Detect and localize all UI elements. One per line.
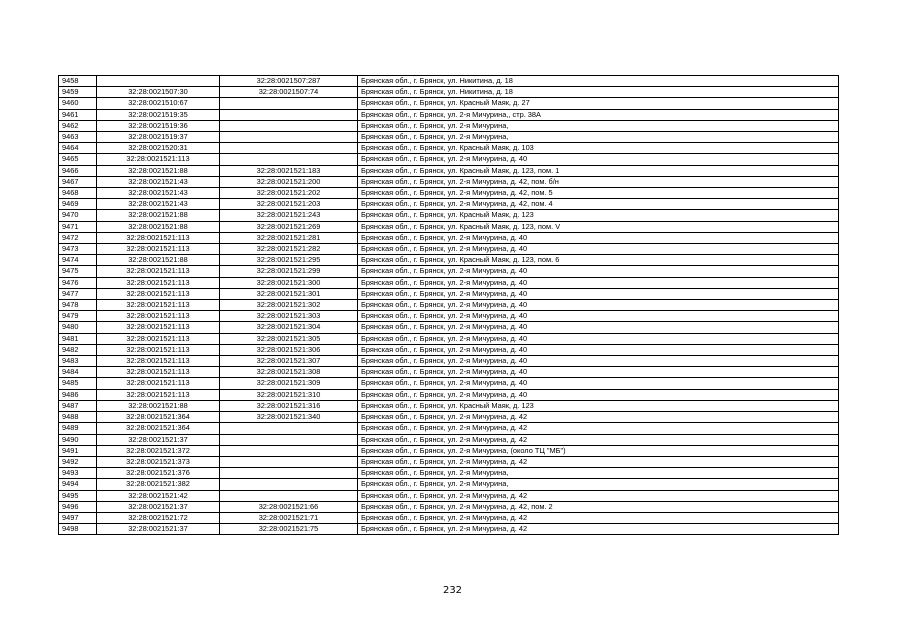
parcel-number-cell: 32:28:0021521:88	[97, 221, 220, 232]
table-row	[59, 412, 839, 423]
row-number-cell: 9498	[59, 524, 97, 535]
object-number-cell	[220, 109, 358, 120]
table-row	[59, 266, 839, 277]
address-cell: Брянская обл., г. Брянск, ул. 2-я Мичурина, д. 40	[358, 277, 839, 288]
row-number-cell: 9494	[59, 479, 97, 490]
parcel-number-cell: 32:28:0021521:382	[97, 479, 220, 490]
row-number-cell: 9470	[59, 210, 97, 221]
row-number-cell: 9463	[59, 132, 97, 143]
address-cell: Брянская обл., г. Брянск, ул. 2-я Мичурина, д. 40	[358, 154, 839, 165]
table-row	[59, 76, 839, 87]
parcel-number-cell: 32:28:0021521:37	[97, 501, 220, 512]
table-row	[59, 468, 839, 479]
parcel-number-cell: 32:28:0021521:113	[97, 322, 220, 333]
row-number-cell: 9469	[59, 199, 97, 210]
row-number-cell: 9481	[59, 333, 97, 344]
object-number-cell	[220, 490, 358, 501]
row-number-cell: 9458	[59, 76, 97, 87]
row-number-cell: 9478	[59, 300, 97, 311]
parcel-number-cell: 32:28:0021521:113	[97, 244, 220, 255]
parcel-number-cell: 32:28:0021521:43	[97, 199, 220, 210]
address-cell: Брянская обл., г. Брянск, ул. Красный Маяк, д. 27	[358, 98, 839, 109]
parcel-number-cell: 32:28:0021521:376	[97, 468, 220, 479]
object-number-cell	[220, 479, 358, 490]
object-number-cell: 32:28:0021521:299	[220, 266, 358, 277]
address-cell: Брянская обл., г. Брянск, ул. 2-я Мичурина, д. 40	[358, 244, 839, 255]
row-number-cell: 9495	[59, 490, 97, 501]
row-number-cell: 9473	[59, 244, 97, 255]
row-number-cell: 9492	[59, 456, 97, 467]
object-number-cell: 32:28:0021521:310	[220, 389, 358, 400]
parcel-number-cell: 32:28:0021521:88	[97, 210, 220, 221]
table-row	[59, 143, 839, 154]
parcel-number-cell: 32:28:0021521:88	[97, 165, 220, 176]
table-row	[59, 445, 839, 456]
object-number-cell: 32:28:0021507:287	[220, 76, 358, 87]
row-number-cell: 9483	[59, 356, 97, 367]
parcel-number-cell: 32:28:0021521:373	[97, 456, 220, 467]
object-number-cell: 32:28:0021521:75	[220, 524, 358, 535]
table-row	[59, 389, 839, 400]
parcel-number-cell: 32:28:0021521:113	[97, 333, 220, 344]
object-number-cell	[220, 143, 358, 154]
object-number-cell: 32:28:0021521:305	[220, 333, 358, 344]
parcel-number-cell	[97, 76, 220, 87]
parcel-number-cell: 32:28:0021510:67	[97, 98, 220, 109]
address-cell: Брянская обл., г. Брянск, ул. 2-я Мичурина, д. 40	[358, 311, 839, 322]
row-number-cell: 9496	[59, 501, 97, 512]
address-cell: Брянская обл., г. Брянск, ул. 2-я Мичурина, д. 40	[358, 266, 839, 277]
object-number-cell: 32:28:0021521:306	[220, 344, 358, 355]
address-cell: Брянская обл., г. Брянск, ул. 2-я Мичурина,	[358, 120, 839, 131]
object-number-cell: 32:28:0021521:183	[220, 165, 358, 176]
address-cell: Брянская обл., г. Брянск, ул. 2-я Мичурина, д. 40	[358, 367, 839, 378]
row-number-cell: 9485	[59, 378, 97, 389]
address-cell: Брянская обл., г. Брянск, ул. 2-я Мичурина, д. 42	[358, 490, 839, 501]
parcel-number-cell: 32:28:0021521:372	[97, 445, 220, 456]
row-number-cell: 9493	[59, 468, 97, 479]
table-row	[59, 524, 839, 535]
object-number-cell	[220, 98, 358, 109]
address-cell: Брянская обл., г. Брянск, ул. 2-я Мичурина, д. 40	[358, 288, 839, 299]
object-number-cell: 32:28:0021521:308	[220, 367, 358, 378]
row-number-cell: 9486	[59, 389, 97, 400]
address-cell: Брянская обл., г. Брянск, ул. Красный Маяк, д. 123, пом. 1	[358, 165, 839, 176]
parcel-number-cell: 32:28:0021521:37	[97, 434, 220, 445]
object-number-cell: 32:28:0021521:300	[220, 277, 358, 288]
table-row	[59, 132, 839, 143]
row-number-cell: 9475	[59, 266, 97, 277]
table-row	[59, 512, 839, 523]
address-cell: Брянская обл., г. Брянск, ул. 2-я Мичурина,	[358, 132, 839, 143]
table-row	[59, 378, 839, 389]
object-number-cell: 32:28:0021521:243	[220, 210, 358, 221]
table-row	[59, 456, 839, 467]
address-cell: Брянская обл., г. Брянск, ул. 2-я Мичурина, д. 40	[358, 378, 839, 389]
address-cell: Брянская обл., г. Брянск, ул. 2-я Мичурина, д. 42, пом. б/н	[358, 176, 839, 187]
table-row	[59, 244, 839, 255]
address-cell: Брянская обл., г. Брянск, ул. Красный Маяк, д. 103	[358, 143, 839, 154]
parcel-number-cell: 32:28:0021521:72	[97, 512, 220, 523]
address-cell: Брянская обл., г. Брянск, ул. 2-я Мичурина, д. 42, пом. 5	[358, 188, 839, 199]
object-number-cell: 32:28:0021521:304	[220, 322, 358, 333]
object-number-cell: 32:28:0021521:66	[220, 501, 358, 512]
row-number-cell: 9490	[59, 434, 97, 445]
registry-table	[58, 75, 839, 535]
table-row	[59, 288, 839, 299]
object-number-cell	[220, 456, 358, 467]
parcel-number-cell: 32:28:0021521:364	[97, 412, 220, 423]
table-row	[59, 232, 839, 243]
row-number-cell: 9477	[59, 288, 97, 299]
table-row	[59, 300, 839, 311]
object-number-cell: 32:28:0021521:282	[220, 244, 358, 255]
address-cell: Брянская обл., г. Брянск, ул. 2-я Мичурина, д. 42	[358, 524, 839, 535]
table-row	[59, 356, 839, 367]
row-number-cell: 9459	[59, 87, 97, 98]
parcel-number-cell: 32:28:0021521:113	[97, 356, 220, 367]
table-row	[59, 344, 839, 355]
row-number-cell: 9461	[59, 109, 97, 120]
parcel-number-cell: 32:28:0021519:37	[97, 132, 220, 143]
address-cell: Брянская обл., г. Брянск, ул. 2-я Мичурина, д. 40	[358, 232, 839, 243]
object-number-cell: 32:28:0021521:281	[220, 232, 358, 243]
registry-table-body	[59, 76, 839, 535]
object-number-cell: 32:28:0021521:309	[220, 378, 358, 389]
address-cell: Брянская обл., г. Брянск, ул. 2-я Мичурина, д. 42	[358, 434, 839, 445]
registry-table-container	[58, 75, 838, 535]
table-row	[59, 87, 839, 98]
row-number-cell: 9484	[59, 367, 97, 378]
table-row	[59, 434, 839, 445]
parcel-number-cell: 32:28:0021521:88	[97, 255, 220, 266]
parcel-number-cell: 32:28:0021521:113	[97, 378, 220, 389]
address-cell: Брянская обл., г. Брянск, ул. 2-я Мичурина, д. 40	[358, 344, 839, 355]
address-cell: Брянская обл., г. Брянск, ул. 2-я Мичурина, (около ТЦ "МБ")	[358, 445, 839, 456]
table-row	[59, 109, 839, 120]
object-number-cell: 32:28:0021521:269	[220, 221, 358, 232]
parcel-number-cell: 32:28:0021519:36	[97, 120, 220, 131]
table-row	[59, 311, 839, 322]
row-number-cell: 9466	[59, 165, 97, 176]
table-row	[59, 165, 839, 176]
row-number-cell: 9468	[59, 188, 97, 199]
address-cell: Брянская обл., г. Брянск, ул. 2-я Мичурина,	[358, 468, 839, 479]
parcel-number-cell: 32:28:0021521:113	[97, 311, 220, 322]
row-number-cell: 9460	[59, 98, 97, 109]
object-number-cell: 32:28:0021521:303	[220, 311, 358, 322]
object-number-cell: 32:28:0021521:301	[220, 288, 358, 299]
object-number-cell	[220, 423, 358, 434]
object-number-cell: 32:28:0021521:295	[220, 255, 358, 266]
parcel-number-cell: 32:28:0021521:113	[97, 232, 220, 243]
parcel-number-cell: 32:28:0021521:113	[97, 288, 220, 299]
row-number-cell: 9487	[59, 400, 97, 411]
row-number-cell: 9482	[59, 344, 97, 355]
address-cell: Брянская обл., г. Брянск, ул. 2-я Мичурина, д. 40	[358, 389, 839, 400]
parcel-number-cell: 32:28:0021521:37	[97, 524, 220, 535]
address-cell: Брянская обл., г. Брянск, ул. Красный Маяк, д. 123	[358, 400, 839, 411]
address-cell: Брянская обл., г. Брянск, ул. 2-я Мичурина, д. 42, пом. 4	[358, 199, 839, 210]
table-row	[59, 479, 839, 490]
row-number-cell: 9474	[59, 255, 97, 266]
row-number-cell: 9476	[59, 277, 97, 288]
parcel-number-cell: 32:28:0021520:31	[97, 143, 220, 154]
table-row	[59, 367, 839, 378]
parcel-number-cell: 32:28:0021521:113	[97, 154, 220, 165]
row-number-cell: 9462	[59, 120, 97, 131]
address-cell: Брянская обл., г. Брянск, ул. 2-я Мичурина, д. 40	[358, 356, 839, 367]
address-cell: Брянская обл., г. Брянск, ул. 2-я Мичурина, д. 40	[358, 322, 839, 333]
parcel-number-cell: 32:28:0021521:113	[97, 389, 220, 400]
table-row	[59, 210, 839, 221]
table-row	[59, 120, 839, 131]
table-row	[59, 176, 839, 187]
object-number-cell: 32:28:0021521:307	[220, 356, 358, 367]
address-cell: Брянская обл., г. Брянск, ул. Никитина, д. 18	[358, 87, 839, 98]
parcel-number-cell: 32:28:0021519:35	[97, 109, 220, 120]
address-cell: Брянская обл., г. Брянск, ул. Красный Маяк, д. 123	[358, 210, 839, 221]
row-number-cell: 9488	[59, 412, 97, 423]
table-row	[59, 255, 839, 266]
table-row	[59, 501, 839, 512]
object-number-cell	[220, 445, 358, 456]
object-number-cell: 32:28:0021521:71	[220, 512, 358, 523]
object-number-cell: 32:28:0021521:203	[220, 199, 358, 210]
parcel-number-cell: 32:28:0021521:113	[97, 277, 220, 288]
object-number-cell	[220, 468, 358, 479]
parcel-number-cell: 32:28:0021521:42	[97, 490, 220, 501]
table-row	[59, 490, 839, 501]
table-row	[59, 423, 839, 434]
row-number-cell: 9465	[59, 154, 97, 165]
object-number-cell: 32:28:0021507:74	[220, 87, 358, 98]
object-number-cell	[220, 120, 358, 131]
row-number-cell: 9464	[59, 143, 97, 154]
object-number-cell: 32:28:0021521:302	[220, 300, 358, 311]
address-cell: Брянская обл., г. Брянск, ул. 2-я Мичурина, д. 42	[358, 512, 839, 523]
object-number-cell: 32:28:0021521:200	[220, 176, 358, 187]
address-cell: Брянская обл., г. Брянск, ул. 2-я Мичурина,	[358, 479, 839, 490]
parcel-number-cell: 32:28:0021521:113	[97, 266, 220, 277]
table-row	[59, 333, 839, 344]
object-number-cell: 32:28:0021521:316	[220, 400, 358, 411]
address-cell: Брянская обл., г. Брянск, ул. 2-я Мичурина, д. 42	[358, 456, 839, 467]
parcel-number-cell: 32:28:0021521:43	[97, 176, 220, 187]
row-number-cell: 9491	[59, 445, 97, 456]
parcel-number-cell: 32:28:0021521:88	[97, 400, 220, 411]
row-number-cell: 9497	[59, 512, 97, 523]
row-number-cell: 9472	[59, 232, 97, 243]
object-number-cell	[220, 154, 358, 165]
object-number-cell	[220, 132, 358, 143]
address-cell: Брянская обл., г. Брянск, ул. Красный Маяк, д. 123, пом. 6	[358, 255, 839, 266]
table-row	[59, 98, 839, 109]
parcel-number-cell: 32:28:0021521:364	[97, 423, 220, 434]
parcel-number-cell: 32:28:0021521:113	[97, 367, 220, 378]
address-cell: Брянская обл., г. Брянск, ул. 2-я Мичурина, д. 42	[358, 412, 839, 423]
parcel-number-cell: 32:28:0021507:30	[97, 87, 220, 98]
table-row	[59, 277, 839, 288]
address-cell: Брянская обл., г. Брянск, ул. 2-я Мичурина, д. 40	[358, 300, 839, 311]
address-cell: Брянская обл., г. Брянск, ул. Никитина, д. 18	[358, 76, 839, 87]
parcel-number-cell: 32:28:0021521:43	[97, 188, 220, 199]
table-row	[59, 400, 839, 411]
table-row	[59, 221, 839, 232]
table-row	[59, 199, 839, 210]
parcel-number-cell: 32:28:0021521:113	[97, 300, 220, 311]
address-cell: Брянская обл., г. Брянск, ул. 2-я Мичурина,, стр. 38А	[358, 109, 839, 120]
table-row	[59, 154, 839, 165]
row-number-cell: 9489	[59, 423, 97, 434]
parcel-number-cell: 32:28:0021521:113	[97, 344, 220, 355]
row-number-cell: 9479	[59, 311, 97, 322]
page-number: 232	[442, 585, 463, 596]
table-row	[59, 188, 839, 199]
address-cell: Брянская обл., г. Брянск, ул. 2-я Мичурина, д. 42, пом. 2	[358, 501, 839, 512]
object-number-cell	[220, 434, 358, 445]
table-row	[59, 322, 839, 333]
address-cell: Брянская обл., г. Брянск, ул. Красный Маяк, д. 123, пом. V	[358, 221, 839, 232]
address-cell: Брянская обл., г. Брянск, ул. 2-я Мичурина, д. 40	[358, 333, 839, 344]
object-number-cell: 32:28:0021521:340	[220, 412, 358, 423]
row-number-cell: 9471	[59, 221, 97, 232]
object-number-cell: 32:28:0021521:202	[220, 188, 358, 199]
row-number-cell: 9467	[59, 176, 97, 187]
address-cell: Брянская обл., г. Брянск, ул. 2-я Мичурина, д. 42	[358, 423, 839, 434]
row-number-cell: 9480	[59, 322, 97, 333]
